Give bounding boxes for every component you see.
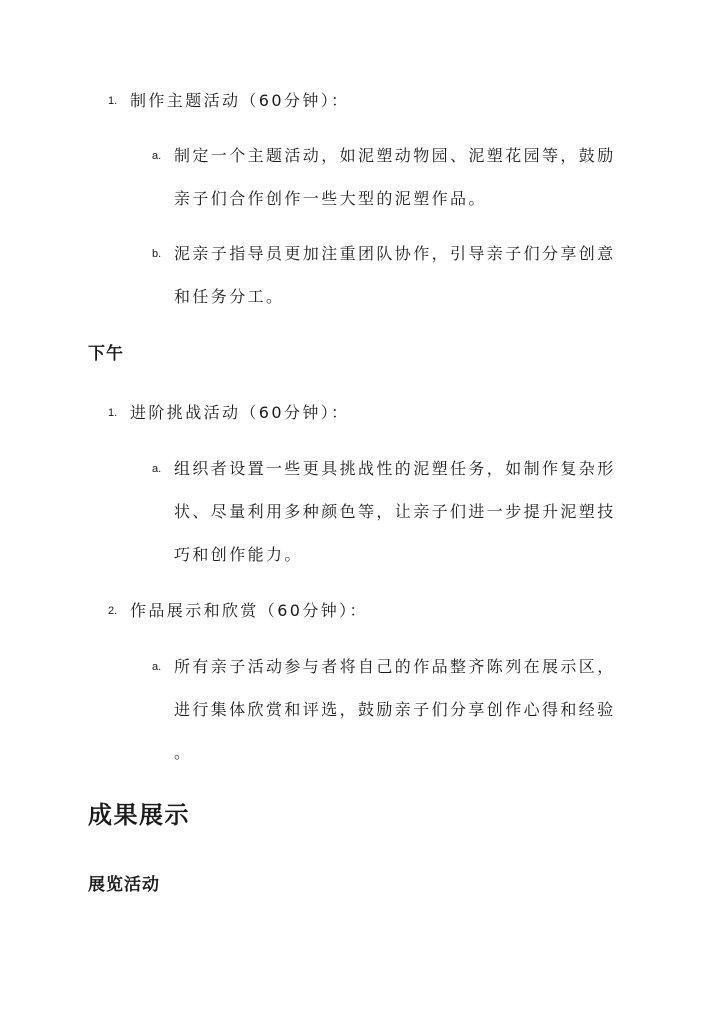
paragraph-line: 状、尽量利用多种颜色等，让亲子们进一步提升泥塑技 <box>174 502 616 521</box>
list-marker: 2. <box>108 605 118 617</box>
paragraph-line: 。 <box>174 743 193 762</box>
section-heading: 成果展示 <box>88 800 190 829</box>
paragraph-line: 亲子们合作创作一些大型的泥塑作品。 <box>174 189 487 208</box>
sublist-marker: a. <box>152 463 162 475</box>
list-marker: 1. <box>108 407 118 419</box>
section-heading: 下午 <box>88 344 124 364</box>
paragraph-line: 组织者设置一些更具挑战性的泥塑任务，如制作复杂形 <box>174 459 616 478</box>
sublist-marker: a. <box>152 150 162 162</box>
list-item-title: 制作主题活动（60分钟）： <box>130 91 350 110</box>
paragraph-line: 和任务分工。 <box>174 287 285 306</box>
sublist-marker: a. <box>152 661 162 673</box>
sublist-marker: b. <box>152 248 162 260</box>
list-marker: 1. <box>108 95 118 107</box>
paragraph-line: 所有亲子活动参与者将自己的作品整齐陈列在展示区， <box>174 657 616 676</box>
subsection-heading: 展览活动 <box>88 875 160 895</box>
paragraph-line: 进行集体欣赏和评选，鼓励亲子们分享创作心得和经验 <box>174 700 616 719</box>
paragraph-line: 泥亲子指导员更加注重团队协作，引导亲子们分享创意 <box>174 244 616 263</box>
paragraph-line: 制定一个主题活动，如泥塑动物园、泥塑花园等，鼓励 <box>174 146 616 165</box>
list-item-title: 作品展示和欣赏（60分钟）： <box>130 601 368 620</box>
paragraph-line: 巧和创作能力。 <box>174 545 303 564</box>
list-item-title: 进阶挑战活动（60分钟）： <box>130 403 350 422</box>
